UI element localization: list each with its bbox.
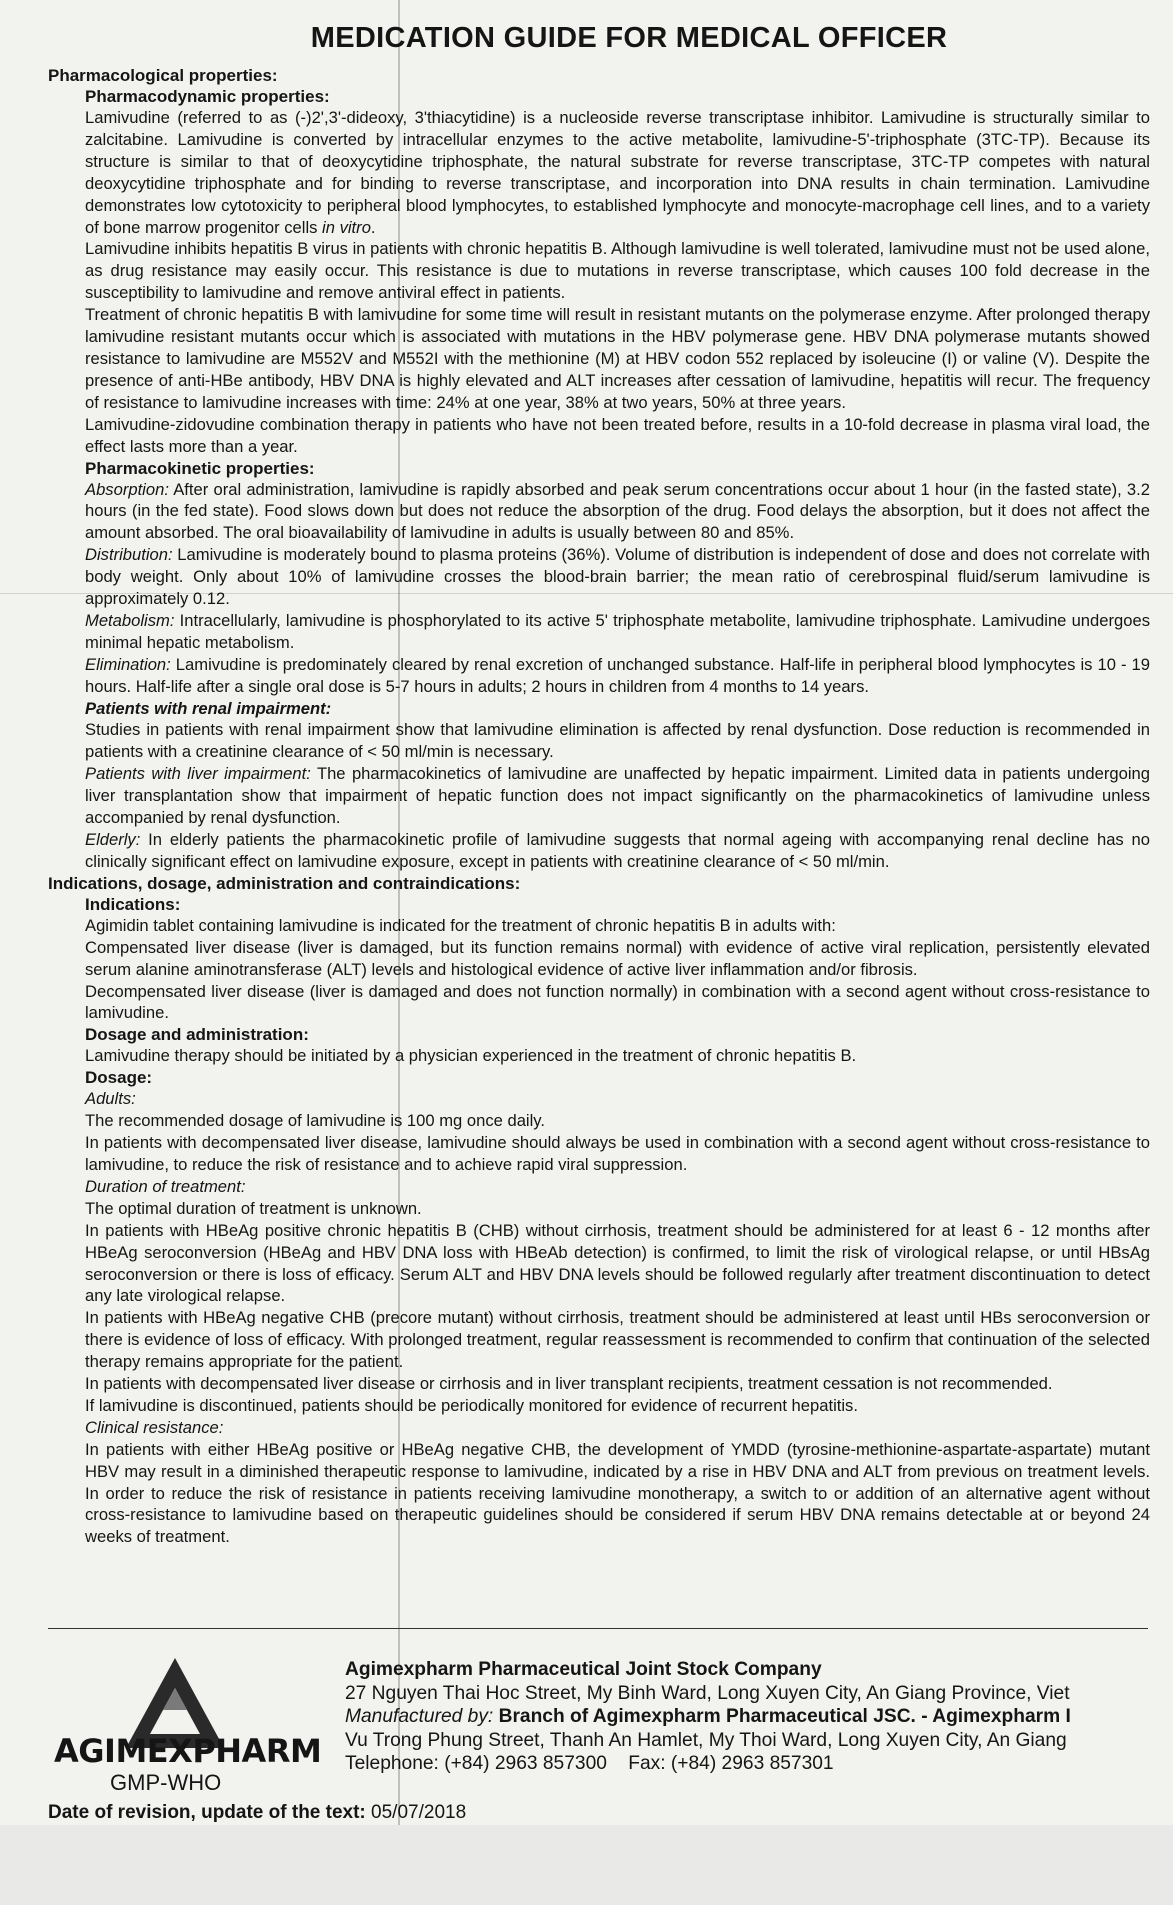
paragraph-text: Lamivudine is predominately cleared by renal excretion of unchanged substance. Half-life in peripheral blood lymphocytes is 10 - 19 hours. Half-life after a single oral dose is 5-7 hours in adults; 2 hours in children from 4 months to 14 years. (85, 654, 1150, 696)
paragraph (48, 1395, 1150, 1417)
paragraph-text: Lamivudine inhibits hepatitis B virus in patients with chronic hepatitis B. Although lamivudine is well tolerated, lamivudine must not be used alone, as drug resistance may easily occur. This resistance is due to mutations in reverse transcriptase, which causes 100 fold decrease in the susceptibility to lamivudine and remove antiviral effect in patients. (85, 239, 1150, 303)
footer-divider (48, 1628, 1148, 1629)
paragraph-text: The optimal duration of treatment is unknown. (85, 1198, 422, 1218)
paragraph-text: If lamivudine is discontinued, patients should be periodically monitored for evidence of recurrent hepatitis. (85, 1395, 858, 1415)
paragraph-lead: Elderly: (85, 830, 141, 849)
italic-label: Adults: (85, 1089, 136, 1109)
paragraph-text: Lamivudine-zidovudine combination therapy in patients who have not been treated before, results in a 10-fold decrease in plasma viral load, the effect lasts more than a year. (85, 414, 1150, 456)
paragraph (48, 654, 1150, 698)
paragraph-italic: in vitro (322, 217, 371, 237)
document-body (48, 22, 1150, 1548)
paragraph (48, 915, 1150, 937)
paragraph-text: Decompensated liver disease (liver is damaged and does not function normally) in combination with a second agent without cross-resistance to lamivudine. (85, 981, 1150, 1023)
paragraph (48, 238, 1150, 304)
paragraph (48, 1110, 1150, 1132)
subsection-heading: Indications: (85, 894, 181, 914)
paragraph (48, 1373, 1150, 1395)
paragraph (48, 1307, 1150, 1373)
paragraph-tail: . (370, 217, 376, 237)
fax: Fax: (+84) 2963 857301 (628, 1753, 834, 1774)
paragraph (48, 479, 1150, 545)
subsection-heading: Pharmacodynamic properties: (85, 87, 330, 106)
company-info (345, 1658, 1173, 1776)
brand-name: AGIMEXPHARM (54, 1732, 322, 1770)
manufactured-label: Manufactured by: (345, 1706, 494, 1727)
paragraph-text: In patients with HBeAg negative CHB (precore mutant) without cirrhosis, treatment should be administered at least until HBs seroconversion or there is evidence of loss of efficacy. With prolonged treatment, regular reassessment is recommended to confirm that continuation of the selected therapy remains appropriate for the patient. (85, 1308, 1150, 1372)
paragraph (48, 937, 1150, 981)
subsection-heading: Dosage and administration: (85, 1025, 309, 1045)
paragraph-text: In patients with either HBeAg positive or HBeAg negative CHB, the development of YMDD (tyrosine-methionine-aspartate-aspartate) mutant HBV may result in a diminished therapeutic response to lamivudine, indicated by a rise in HBV DNA and ALT from previous on treatment levels. In order to reduce the risk of resistance in patients receiving lamivudine monotherapy, a switch to or addition of an alternative agent without cross-resistance to lamivudine based on therapeutic guidelines should be considered if serum HBV DNA remains detectable at or beyond 24 weeks of treatment. (85, 1439, 1150, 1547)
telephone: Telephone: (+84) 2963 857300 (345, 1753, 607, 1774)
italic-label: Duration of treatment: (85, 1176, 246, 1196)
paragraph-text: The recommended dosage of lamivudine is 100 mg once daily. (85, 1111, 545, 1131)
paragraph-text: The pharmacokinetics of lamivudine are unaffected by hepatic impairment. Limited data in patients undergoing liver transplantation show that impairment of hepatic function does not impact significantly on the pharmacokinetics of lamivudine unless accompanied by renal dysfunction. (85, 764, 1150, 828)
paragraph (48, 981, 1150, 1025)
paragraph (48, 829, 1150, 873)
paragraph-lead: Elimination: (85, 654, 171, 674)
paragraph-lead: Distribution: (85, 545, 173, 565)
paragraph (48, 304, 1150, 414)
paragraph (48, 1439, 1150, 1549)
italic-bold-label: Patients with renal impairment: (85, 698, 332, 718)
paragraph (48, 1198, 1150, 1220)
subsection-heading: Dosage: (85, 1068, 153, 1088)
paragraph-text: In elderly patients the pharmacokinetic profile of lamivudine suggests that normal ageing with accompanying renal decline has no clinically significant effect on lamivudine exposure, except in patients with creatinine clearance of < 50 ml/min. (85, 830, 1150, 871)
manufacturer-name: Branch of Agimexpharm Pharmaceutical JSC. - Agimexpharm I (493, 1706, 1071, 1727)
paragraph-text: Lamivudine therapy should be initiated by a physician experienced in the treatment of chronic hepatitis B. (85, 1046, 857, 1066)
document-title: MEDICATION GUIDE FOR MEDICAL OFFICER (310, 22, 948, 54)
paragraph-text: Studies in patients with renal impairment show that lamivudine elimination is affected by renal dysfunction. Dose reduction is recommended in patients with a creatinine clearance of < 50 ml/min is necessary. (85, 720, 1150, 762)
paragraph (48, 107, 1150, 238)
company-name: Agimexpharm Pharmaceutical Joint Stock Company (345, 1659, 822, 1680)
paragraph (48, 610, 1150, 654)
paragraph-text: Intracellularly, lamivudine is phosphorylated to its active 5' triphosphate metabolite, lamivudine triphosphate. Lamivudine undergoes minimal hepatic metabolism. (85, 610, 1150, 652)
brand-certification: GMP-WHO (110, 1770, 222, 1795)
revision-date-line (48, 1802, 466, 1824)
revision-date: 05/07/2018 (371, 1802, 467, 1823)
section-heading: Pharmacological properties: (48, 66, 278, 85)
paragraph-text: Agimidin tablet containing lamivudine is indicated for the treatment of chronic hepatitis B in adults with: (85, 915, 836, 935)
paragraph-lead: Patients with liver impairment: (85, 764, 311, 784)
footer (0, 1640, 1173, 1825)
paragraph-text: After oral administration, lamivudine is rapidly absorbed and peak serum concentrations occur about 1 hour (in the fasted state), 3.2 hours (in the fed state). Food slows down but does not reduce the absorption of the drug. Food delays the absorption, but it does not affect the amount absorbed. The oral bioavailability of lamivudine in adults is usually between 80 and 85%. (85, 479, 1150, 543)
italic-label: Clinical resistance: (85, 1417, 224, 1437)
paragraph-text: In patients with HBeAg positive chronic hepatitis B (CHB) without cirrhosis, treatment should be administered for at least 6 - 12 months after HBeAg seroconversion (HBeAg and HBV DNA loss with HBeAb detection) is confirmed, to limit the risk of virological relapse, or until HBsAg seroconversion or there is loss of efficacy. Serum ALT and HBV DNA levels should be followed regularly after treatment discontinuation to detect any late virological relapse. (85, 1220, 1150, 1306)
paragraph (48, 763, 1150, 829)
paragraph-text: Lamivudine is moderately bound to plasma proteins (36%). Volume of distribution is independent of dose and does not correlate with body weight. Only about 10% of lamivudine crosses the blood-brain barrier; the mean ratio of cerebrospinal fluid/serum lamivudine is approximately 0.12. (85, 545, 1150, 609)
paragraph-text: Lamivudine (referred to as (-)2',3'-dideoxy, 3'thiacytidine) is a nucleoside reverse transcriptase inhibitor. Lamivudine is structurally similar to zalcitabine. Lamivudine is converted by intracellular enzymes to the active metabolite, lamivudine-5'-triphosphate (3TC-TP). Because its structure is similar to that of deoxycytidine triphosphate, the natural substrate for reverse transcriptase, 3TC-TP competes with natural deoxycytidine triphosphate and for binding to reverse transcriptase, and incorporation into DNA results in chain termination. Lamivudine demonstrates low cytotoxicity to peripheral blood lymphocytes, to established lymphocyte and monocyte-macrophage cell lines, and to a variety of bone marrow progenitor cells (85, 108, 1150, 237)
company-address: 27 Nguyen Thai Hoc Street, My Binh Ward, Long Xuyen City, An Giang Province, Viet (345, 1682, 1070, 1704)
paragraph-text: In patients with decompensated liver disease, lamivudine should always be used in combination with a second agent without cross-resistance to lamivudine, to reduce the risk of resistance and to achieve rapid viral suppression. (85, 1133, 1150, 1174)
paragraph (48, 719, 1150, 763)
paragraph (48, 1045, 1150, 1067)
revision-label: Date of revision, update of the text: (48, 1802, 366, 1823)
manufacturer-line (345, 1705, 1173, 1729)
paragraph (48, 1132, 1150, 1176)
paragraph-text: Treatment of chronic hepatitis B with lamivudine for some time will result in resistant mutants on the polymerase enzyme. After prolonged therapy lamivudine resistant mutants occur which is associated with mutations in the HBV polymerase gene. HBV DNA polymerase mutants showed resistance to lamivudine are M552V and M552I with the methionine (M) at HBV codon 552 replaced by isoleucine (I) or valine (V). Despite the presence of anti-HBe antibody, HBV DNA is highly elevated and ALT increases after cessation of lamivudine, hepatitis will recur. The frequency of resistance to lamivudine increases with time: 24% at one year, 38% at two years, 50% at three years. (85, 305, 1150, 412)
contact-line (345, 1752, 1173, 1776)
sections-container (48, 65, 1150, 1548)
paragraph-lead: Metabolism: (85, 610, 175, 630)
section-heading: Indications, dosage, administration and contraindications: (48, 873, 521, 893)
paragraph (48, 544, 1150, 610)
subsection-heading: Pharmacokinetic properties: (85, 458, 315, 478)
paragraph (48, 414, 1150, 458)
paragraph-lead: Absorption: (85, 479, 169, 499)
paragraph-text: Compensated liver disease (liver is damaged, but its function remains normal) with evidence of active viral replication, persistently elevated serum alanine aminotransferase (ALT) levels and histological evidence of active liver inflammation and/or fibrosis. (85, 937, 1150, 979)
manufacturer-address: Vu Trong Phung Street, Thanh An Hamlet, My Thoi Ward, Long Xuyen City, An Giang (345, 1729, 1067, 1751)
paragraph (48, 1220, 1150, 1308)
paragraph-text: In patients with decompensated liver disease or cirrhosis and in liver transplant recipients, treatment cessation is not recommended. (85, 1374, 1053, 1394)
